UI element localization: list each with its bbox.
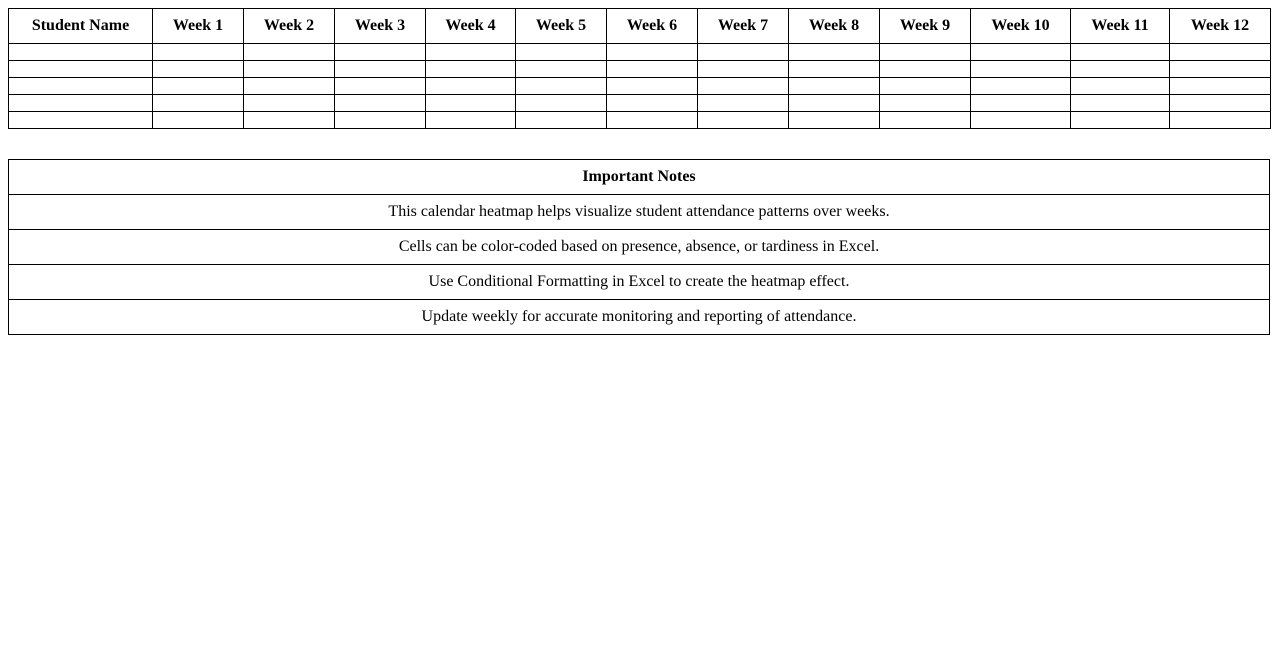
header-week-2: Week 2 — [244, 9, 335, 44]
attendance-cell[interactable] — [698, 95, 789, 112]
header-week-11: Week 11 — [1071, 9, 1170, 44]
notes-title: Important Notes — [9, 160, 1270, 195]
attendance-cell[interactable] — [335, 44, 426, 61]
attendance-cell[interactable] — [607, 44, 698, 61]
header-student-name: Student Name — [9, 9, 153, 44]
attendance-cell[interactable] — [516, 112, 607, 129]
attendance-cell[interactable] — [698, 44, 789, 61]
attendance-cell[interactable] — [1170, 61, 1271, 78]
attendance-cell[interactable] — [880, 95, 971, 112]
attendance-cell[interactable] — [1071, 44, 1170, 61]
student-name-cell[interactable] — [9, 61, 153, 78]
attendance-cell[interactable] — [153, 44, 244, 61]
attendance-cell[interactable] — [516, 78, 607, 95]
attendance-cell[interactable] — [516, 61, 607, 78]
attendance-cell[interactable] — [1170, 95, 1271, 112]
attendance-cell[interactable] — [789, 78, 880, 95]
student-name-cell[interactable] — [9, 95, 153, 112]
student-row — [9, 44, 1271, 61]
attendance-cell[interactable] — [971, 78, 1071, 95]
attendance-cell[interactable] — [516, 95, 607, 112]
header-week-6: Week 6 — [607, 9, 698, 44]
attendance-cell[interactable] — [153, 78, 244, 95]
note-item: Update weekly for accurate monitoring and reporting of attendance. — [9, 300, 1270, 335]
notes-table — [8, 159, 1270, 335]
attendance-cell[interactable] — [1071, 78, 1170, 95]
attendance-cell[interactable] — [426, 95, 516, 112]
attendance-cell[interactable] — [607, 61, 698, 78]
attendance-cell[interactable] — [880, 112, 971, 129]
student-name-cell[interactable] — [9, 112, 153, 129]
attendance-cell[interactable] — [698, 61, 789, 78]
attendance-cell[interactable] — [1071, 95, 1170, 112]
student-name-cell[interactable] — [9, 78, 153, 95]
attendance-cell[interactable] — [426, 78, 516, 95]
attendance-cell[interactable] — [789, 44, 880, 61]
attendance-cell[interactable] — [244, 78, 335, 95]
header-week-5: Week 5 — [516, 9, 607, 44]
student-name-cell[interactable] — [9, 44, 153, 61]
header-week-4: Week 4 — [426, 9, 516, 44]
header-week-8: Week 8 — [789, 9, 880, 44]
student-row — [9, 112, 1271, 129]
header-week-9: Week 9 — [880, 9, 971, 44]
attendance-cell[interactable] — [1170, 44, 1271, 61]
attendance-cell[interactable] — [153, 112, 244, 129]
note-item: Cells can be color-coded based on presence, absence, or tardiness in Excel. — [9, 230, 1270, 265]
attendance-cell[interactable] — [335, 78, 426, 95]
attendance-cell[interactable] — [607, 95, 698, 112]
note-row — [9, 265, 1270, 300]
note-row — [9, 230, 1270, 265]
attendance-cell[interactable] — [426, 44, 516, 61]
student-row — [9, 78, 1271, 95]
attendance-cell[interactable] — [1170, 78, 1271, 95]
attendance-cell[interactable] — [971, 95, 1071, 112]
attendance-cell[interactable] — [244, 95, 335, 112]
attendance-cell[interactable] — [880, 61, 971, 78]
attendance-cell[interactable] — [335, 61, 426, 78]
attendance-cell[interactable] — [1071, 112, 1170, 129]
attendance-cell[interactable] — [789, 61, 880, 78]
attendance-cell[interactable] — [426, 112, 516, 129]
note-row — [9, 300, 1270, 335]
attendance-cell[interactable] — [153, 95, 244, 112]
attendance-cell[interactable] — [607, 78, 698, 95]
header-week-12: Week 12 — [1170, 9, 1271, 44]
attendance-cell[interactable] — [698, 78, 789, 95]
attendance-cell[interactable] — [335, 95, 426, 112]
student-row — [9, 95, 1271, 112]
attendance-cell[interactable] — [153, 61, 244, 78]
attendance-cell[interactable] — [971, 61, 1071, 78]
attendance-table — [8, 8, 1271, 129]
attendance-cell[interactable] — [335, 112, 426, 129]
student-row — [9, 61, 1271, 78]
attendance-cell[interactable] — [698, 112, 789, 129]
attendance-cell[interactable] — [880, 44, 971, 61]
attendance-cell[interactable] — [789, 95, 880, 112]
attendance-cell[interactable] — [1071, 61, 1170, 78]
attendance-cell[interactable] — [971, 112, 1071, 129]
attendance-cell[interactable] — [426, 61, 516, 78]
notes-header-row — [9, 160, 1270, 195]
attendance-cell[interactable] — [244, 44, 335, 61]
note-row — [9, 195, 1270, 230]
attendance-cell[interactable] — [244, 61, 335, 78]
attendance-cell[interactable] — [971, 44, 1071, 61]
header-week-3: Week 3 — [335, 9, 426, 44]
attendance-body — [9, 44, 1271, 129]
attendance-cell[interactable] — [880, 78, 971, 95]
header-week-10: Week 10 — [971, 9, 1071, 44]
note-item: This calendar heatmap helps visualize student attendance patterns over weeks. — [9, 195, 1270, 230]
header-week-7: Week 7 — [698, 9, 789, 44]
attendance-cell[interactable] — [607, 112, 698, 129]
attendance-cell[interactable] — [1170, 112, 1271, 129]
attendance-cell[interactable] — [244, 112, 335, 129]
attendance-cell[interactable] — [516, 44, 607, 61]
attendance-header-row — [9, 9, 1271, 44]
attendance-cell[interactable] — [789, 112, 880, 129]
header-week-1: Week 1 — [153, 9, 244, 44]
note-item: Use Conditional Formatting in Excel to create the heatmap effect. — [9, 265, 1270, 300]
